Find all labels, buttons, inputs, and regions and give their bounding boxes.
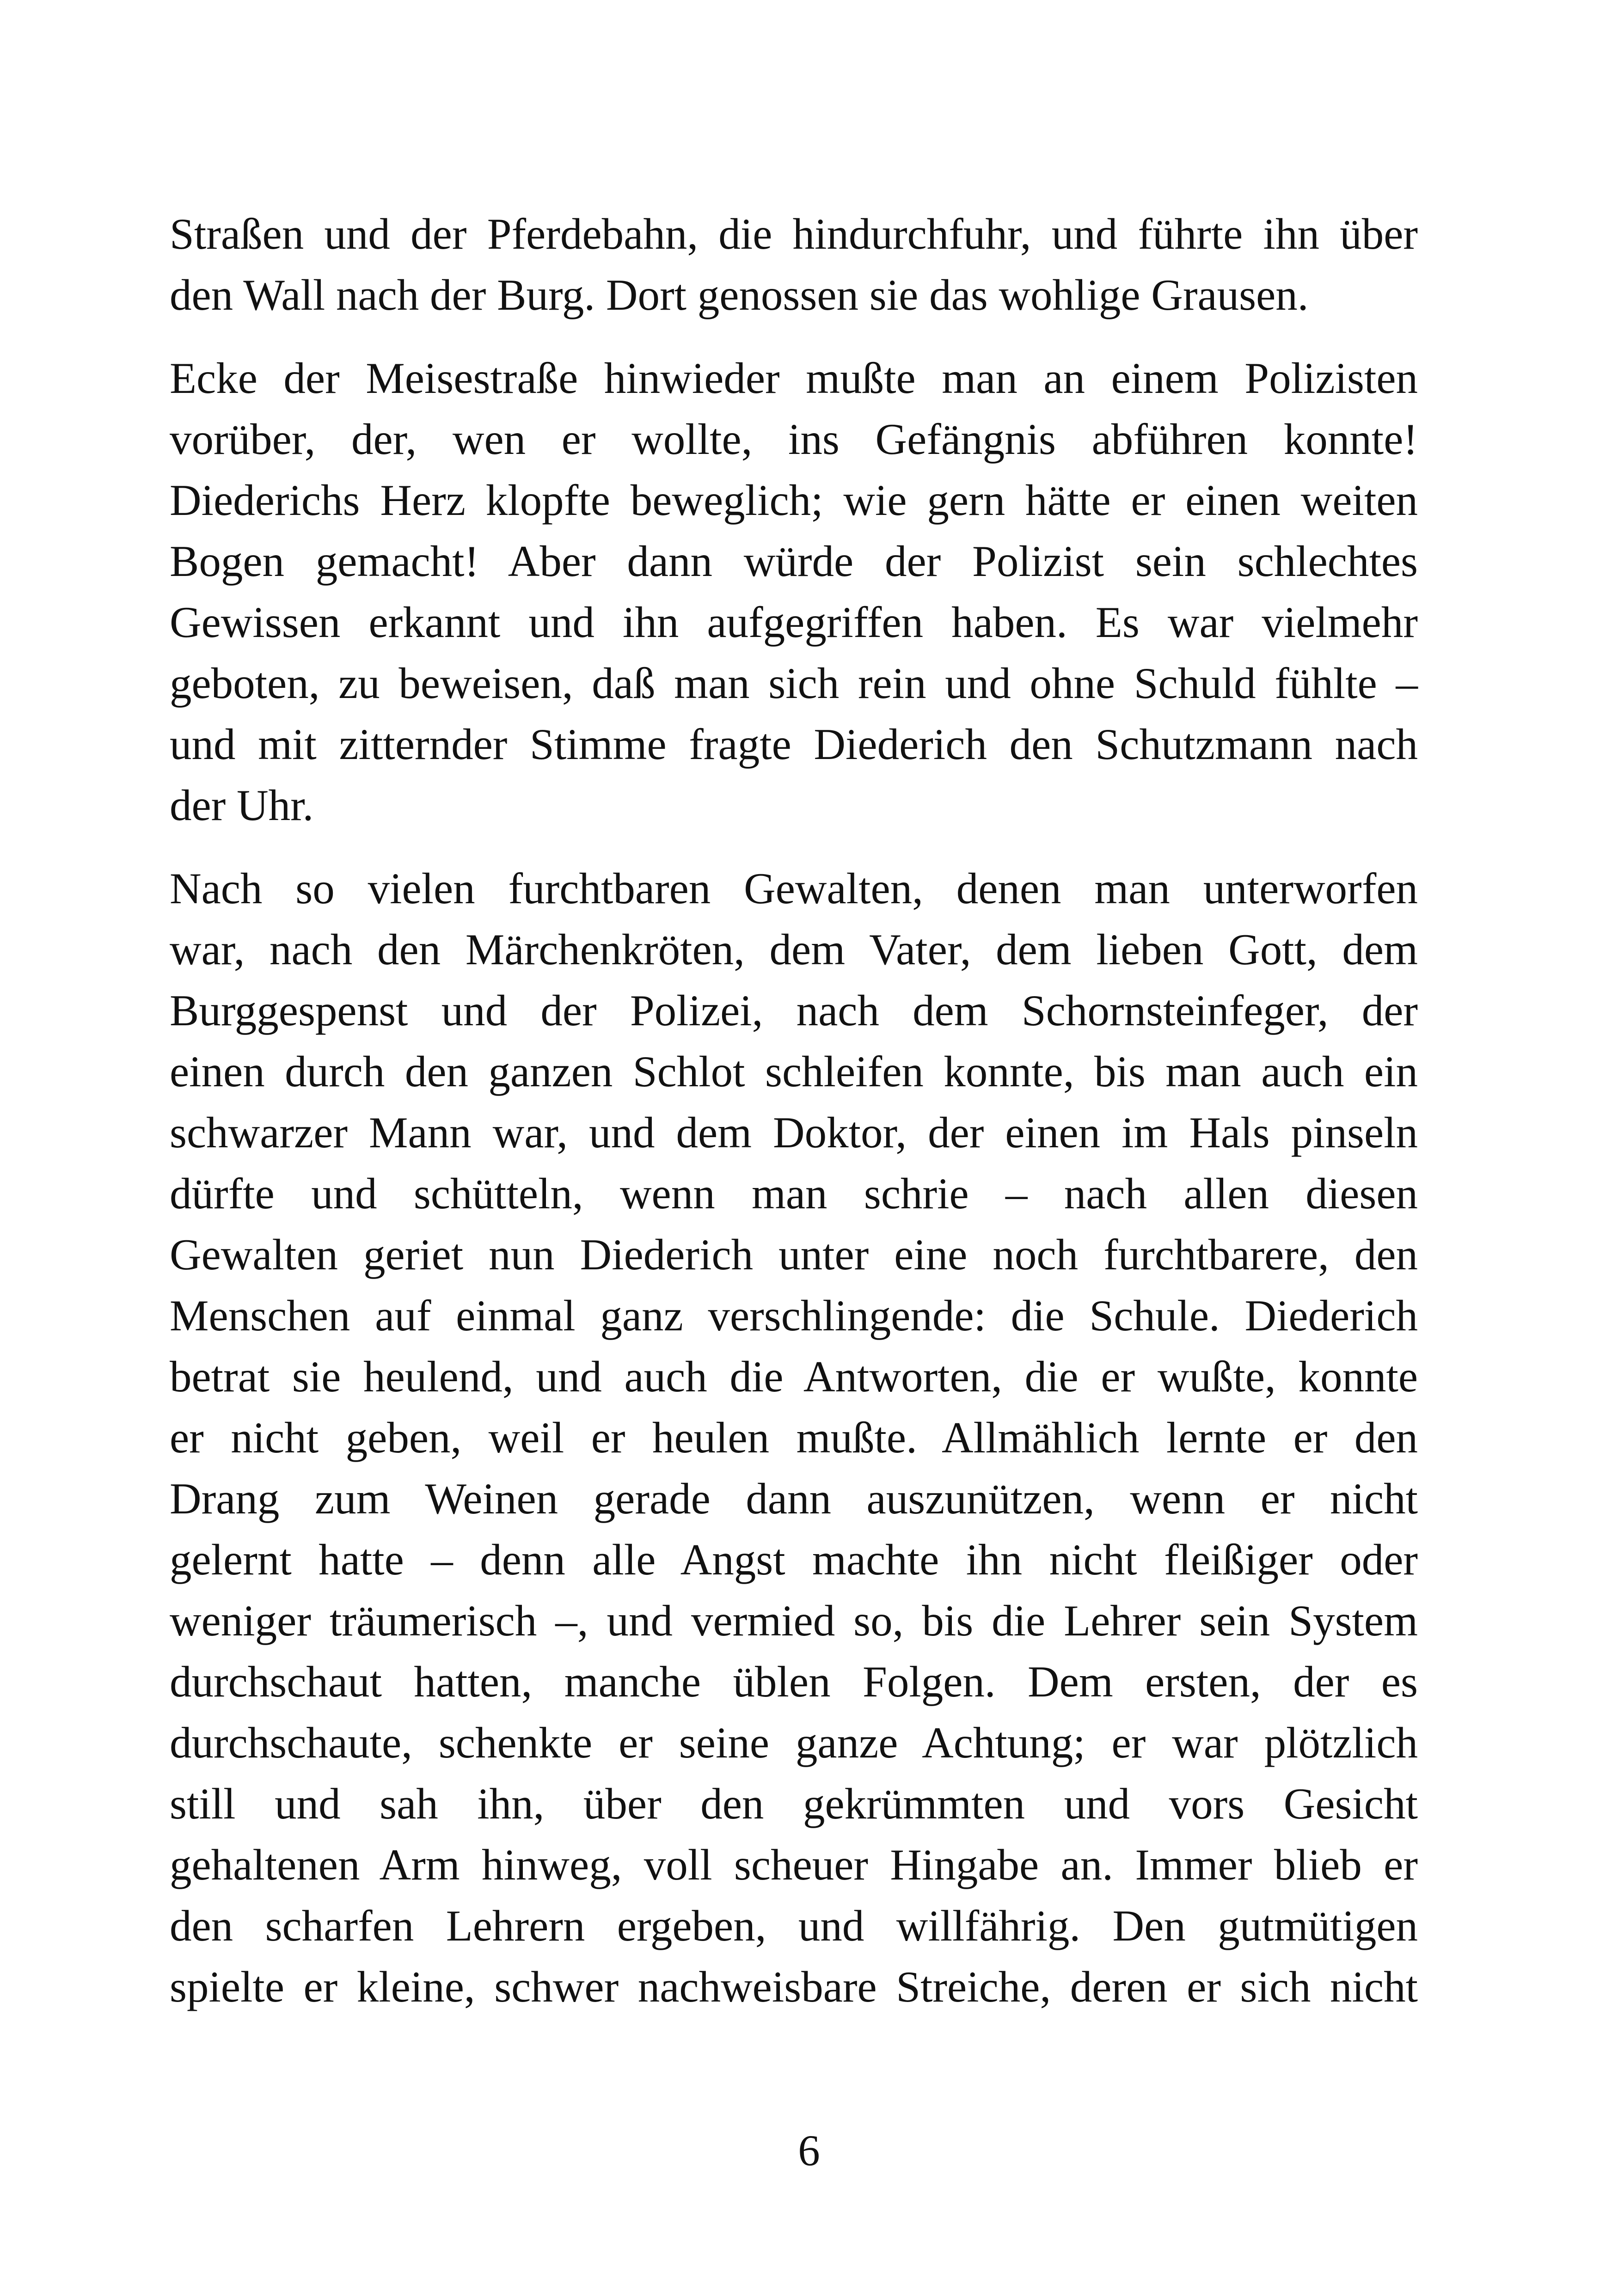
text-line: betrat sie heulend, und auch die Antworten, die er wußte, konnte [170,1352,1418,1401]
text-line: dürfte und schütteln, wenn man schrie – nach allen diesen [170,1169,1418,1218]
text-line: und mit zitternder Stimme fragte Diederich den Schutzmann nach [170,720,1418,769]
page-number: 6 [798,2126,820,2175]
text-line: still und sah ihn, über den gekrümmten und vors Gesicht [170,1779,1418,1828]
paragraph-3 [170,858,1418,2017]
text-line: schwarzer Mann war, und dem Doktor, der einen im Hals pinseln [170,1108,1418,1157]
text-line: spielte er kleine, schwer nachweisbare Streiche, deren er sich nicht [170,1962,1418,2011]
text-line: durchschaut hatten, manche üblen Folgen. Dem ersten, der es [170,1657,1418,1706]
text-line: Ecke der Meisestraße hinwieder mußte man an einem Polizisten [170,354,1418,403]
text-line: durchschaute, schenkte er seine ganze Achtung; er war plötzlich [170,1718,1418,1767]
text-line: Drang zum Weinen gerade dann auszunützen, wenn er nicht [170,1474,1418,1523]
text-line: der Uhr. [170,781,314,830]
paragraph-2 [170,348,1418,836]
text-line: geboten, zu beweisen, daß man sich rein und ohne Schuld fühlte – [170,659,1418,708]
text-line: Burggespenst und der Polizei, nach dem Schornsteinfeger, der [170,986,1418,1035]
text-line: den Wall nach der Burg. Dort genossen sie das wohlige Grausen. [170,270,1309,319]
paragraph-1 [170,203,1418,325]
text-line: einen durch den ganzen Schlot schleifen konnte, bis man auch ein [170,1047,1418,1096]
text-line: vorüber, der, wen er wollte, ins Gefängnis abführen konnte! [170,415,1418,464]
text-line: Straßen und der Pferdebahn, die hindurchfuhr, und führte ihn über [170,209,1418,258]
text-line: den scharfen Lehrern ergeben, und willfährig. Den gutmütigen [170,1901,1418,1950]
text-line: war, nach den Märchenkröten, dem Vater, dem lieben Gott, dem [170,925,1418,974]
text-line: Nach so vielen furchtbaren Gewalten, denen man unterworfen [170,864,1418,913]
body-text [170,203,1418,2017]
text-line: gelernt hatte – denn alle Angst machte ihn nicht fleißiger oder [170,1535,1418,1584]
text-line: gehaltenen Arm hinweg, voll scheuer Hingabe an. Immer blieb er [170,1840,1418,1889]
text-line: Gewissen erkannt und ihn aufgegriffen haben. Es war vielmehr [170,598,1418,647]
text-line: er nicht geben, weil er heulen mußte. Allmählich lernte er den [170,1413,1418,1462]
text-line: Gewalten geriet nun Diederich unter eine noch furchtbarere, den [170,1230,1418,1279]
text-line: Bogen gemacht! Aber dann würde der Polizist sein schlechtes [170,537,1418,586]
text-line: Diederichs Herz klopfte beweglich; wie gern hätte er einen weiten [170,476,1418,525]
text-line: weniger träumerisch –, und vermied so, bis die Lehrer sein System [170,1596,1418,1645]
text-line: Menschen auf einmal ganz verschlingende: die Schule. Diederich [170,1291,1418,1340]
